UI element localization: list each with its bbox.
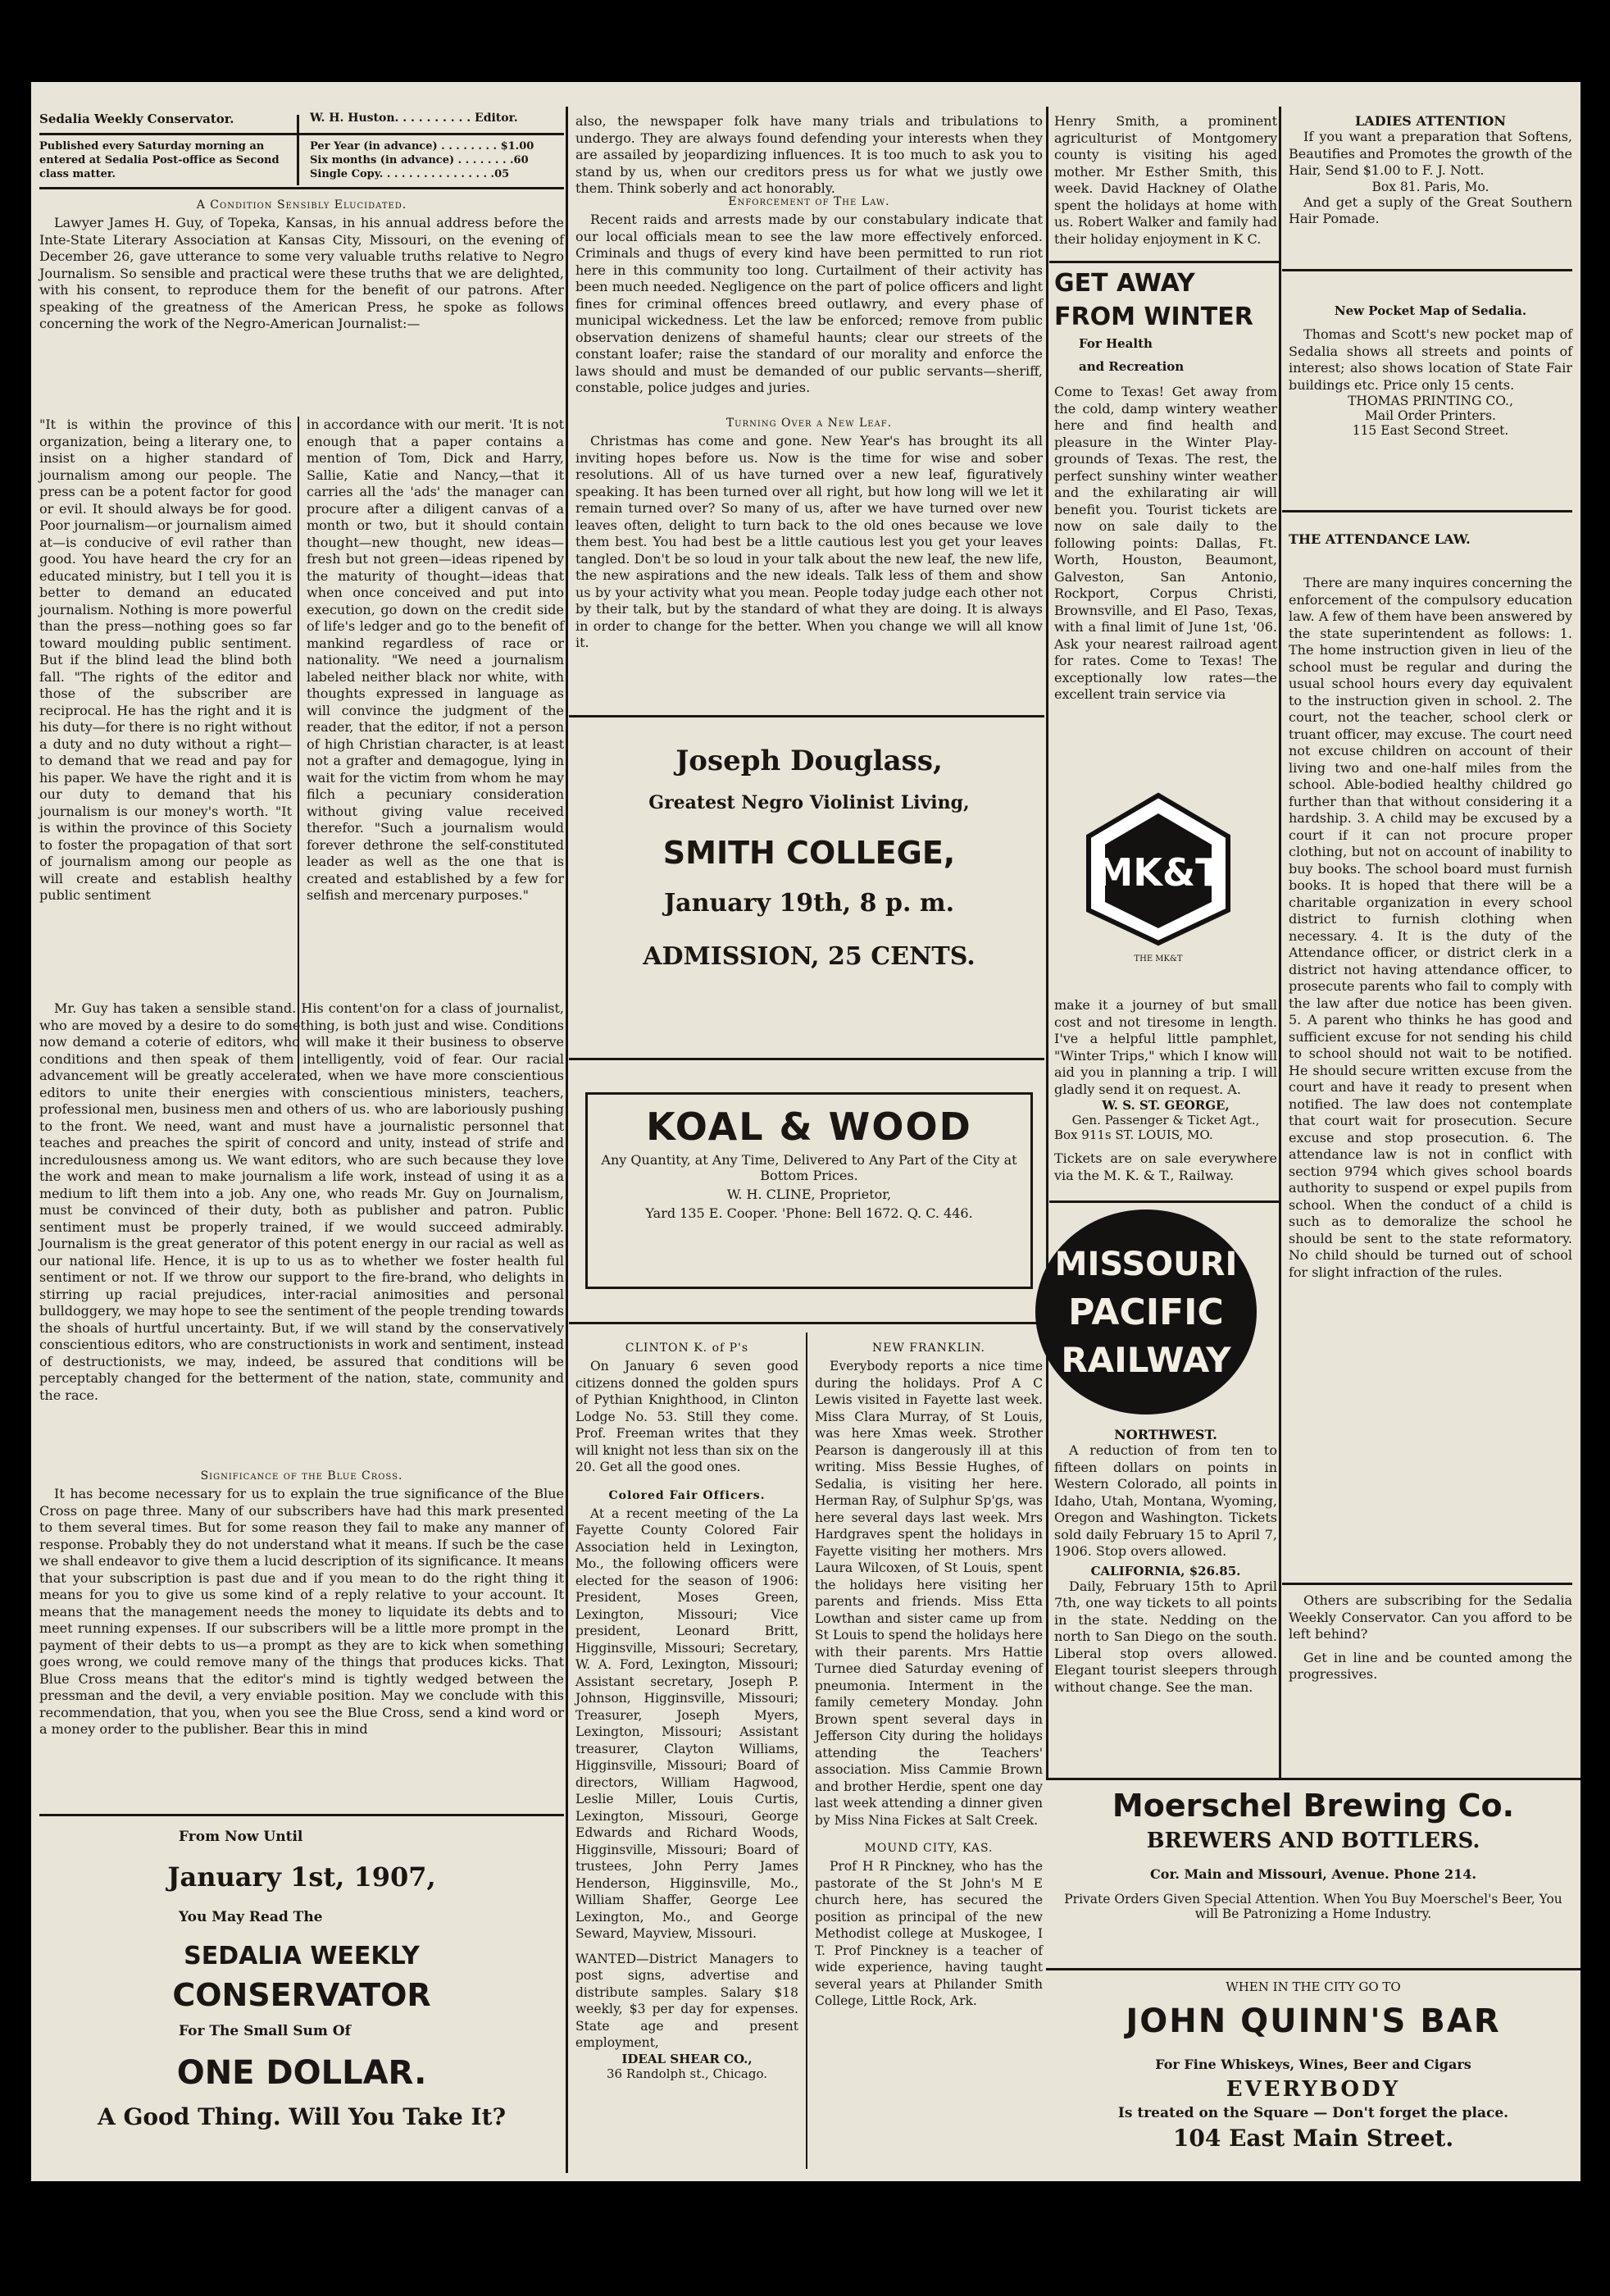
wanted-co: IDEAL SHEAR CO., (621, 2051, 753, 2066)
koal-title: KOAL & WOOD (646, 1105, 972, 1149)
col2-sub-rule (806, 1332, 807, 2169)
brewery-ad (1054, 1788, 1572, 1921)
editor-line: W. H. Huston. . . . . . . . . . Editor. (310, 112, 518, 125)
concert-name: Joseph Douglass, (675, 745, 943, 777)
wanted-ad: WANTED—District Managers to post signs, advertise and distribute samples. Salary $18 weekly, $3 per day for expenses. State age and present employment, (575, 1951, 798, 2050)
ga-sig-2: Gen. Passenger & Ticket Agt., (1071, 1113, 1260, 1128)
mp-california: CALIFORNIA, $26.85. (1090, 1563, 1241, 1578)
brew-addr: Cor. Main and Missouri, Avenue. Phone 214. (1150, 1866, 1476, 1882)
masthead-rule-2 (39, 187, 564, 189)
article-enforcement (575, 190, 1043, 397)
ad-from: From Now Until (179, 1829, 303, 1845)
koal-prop: W. H. CLINE, Proprietor, (726, 1187, 892, 1202)
ladies-box: Box 81. Paris, Mo. (1371, 179, 1489, 194)
text-enforcement: Recent raids and arrests made by our constabulary indicate that our local officials mean to see the law more effectively enforced. Criminals and thugs of every kind have been permitted to run riot here in this community too long. Curtailment of their activity has been much needed. Negligence on the part of police officers and light fines for criminal offences breed outlawry, and every phase of municipal wickedness. Let the law be enforced; remove from public observation denizens of shameful haunts; clear our streets of the constant loafer; raise the standard of our morality and enforce the laws should and must be demanded of our public servants—sheriff, constable, police judges and juries. (575, 212, 1043, 395)
text-mound-city: Prof H R Pinckney, who has the pastorate of the St John's M E church here, has secured the position as principal of the new Methodist college at Muskogee, I T. Prof Pinckney is a teacher of wide experience, having taught several years at Philander Smith College, Little Rock, Ark. (815, 1859, 1043, 2008)
ads-rule (1046, 1778, 1580, 1780)
svg-text:PACIFIC: PACIFIC (1068, 1292, 1224, 1333)
brew-sub: BREWERS AND BOTTLERS. (1146, 1829, 1480, 1853)
others-text: Others are subscribing for the Sedalia Weekly Conservator. Can you afford to be left behind? (1289, 1592, 1572, 1642)
article-head-blue-cross: Significance of the Blue Cross. (200, 1469, 403, 1483)
quinn-addr: 104 East Main Street. (1172, 2125, 1454, 2152)
concert-ad (575, 730, 1043, 971)
mp-text: A reduction of from ten to fifteen dollars on points in Western Colorado, all points in Idaho, Utah, Montana, Wyoming, Oregon and Washington. Tickets sold daily February 15 to April 7, 1906. Stop overs allowed. (1054, 1442, 1277, 1559)
article-body: Mr. Guy has taken a sensible stand. His content'on for a class of journalist, who are moved by a desire to do something, is both just and wise. Conditions now demand a coterie of editors, who will make it their business to observe conditions and then speak of them intelligently, void of fear. Our racial advancement will be greatly accelerated, when we have more conscientious editors to unite their energies with conscientious ministers, teachers, professional men, business men and others of us. who are laboriously pushing to the front. We need, want and must have a journalistic personnel that teaches and preaches the spirit of concord and unity, instead of strife and incredulousness among us. We want editors, who are such because they love the work and mean to make journalism a life work, instead of using it as a medium to lift them into a job. Any one, who reads Mr. Guy on Journalism, must be convinced of their duty, both as publisher and patron. Public sentiment must be properly trained, if we would succeed admirably. Journalism is the great generator of this potent energy in our racial as well as our national life. Hence, it is up to us as to whether we foster health ful sentiment or not. If we throw our support to the fire-brand, who delights in stirring up racial prejudices, inter-racial animosities and personal bulldoggery, we may hope to see the sentiment of the people trending towards the shoals of hurtful uncertainty. But, if we will stand by the conservatively conscientious editors, who are constructionists in work and sentiment, instead of destructionists, we may, indeed, be assured that conditions will be perceptably changed for the betterment of the nation, state, community and the race. (39, 1000, 564, 1403)
text-clinton: On January 6 seven good citizens donned the golden spurs of Pythian Knighthood, in Clinton Lodge No. 53. Still they come. Prof. Freeman writes that they will knight not less than six on the 20. Get all the good ones. (575, 1359, 798, 1474)
brew-line: Private Orders Given Special Attention. When You Buy Moerschel's Beer, You will Be Patronizing a Home Industry. (1064, 1892, 1562, 1921)
mp-head: NORTHWEST. (1114, 1427, 1217, 1442)
masthead-rule (39, 133, 564, 135)
texas-ad-2 (1054, 997, 1277, 1184)
ga-title-2: FROM WINTER (1054, 303, 1253, 331)
quote-left: "It is within the province of this organization, being a literary one, to insist on a higher standard of journalism among our people. The press can be a potent factor for good or evil. It should always be for good. Poor journalism—or journalism aimed at—is conducive of evil rather than good. You have heard the cry for an educated ministry, but I tell you it is better to demand an educated journalism. Nothing is more powerful than the press—nothing goes so far toward moulding public sentiment. But if the blind lead the blind both fall. "The rights of the editor and those of the subscriber are reciprocal. He has the right and it is his duty—for there is no right without a duty and no duty without a right—to demand that we read and pay for his paper. We have the right and it is our duty to demand that his journalism is our money's worth. "It is within the province of this Society to foster the propagation of that sort of journalism among our people as will create and establish healthy public sentiment (39, 417, 292, 903)
map-text: Thomas and Scott's new pocket map of Sedalia shows all streets and points of interest; also shows location of State Fair buildings etc. Price only 15 cents. (1289, 326, 1572, 393)
getline-text: Get in line and be counted among the progressives. (1289, 1649, 1572, 1682)
article-intro: Lawyer James H. Guy, of Topeka, Kansas, in his annual address before the Inte-State Literary Association at Kansas City, Missouri, on the evening of December 26, gave utterance to some very valuable truths relative to Negro Journalism. So sensible and practical were these truths that we are delighted, with his consent, to reproduce them for the benefit of our patrons. After speaking of the greatness of the American Press, he spoke as follows concerning the work of the Negro-American Journalist:— (39, 215, 564, 331)
col2b (815, 1337, 1043, 2010)
ga-sub-1: For Health (1079, 336, 1153, 351)
ga-sig-1: W. S. ST. GEORGE, (1102, 1098, 1230, 1113)
col3-rule-1 (1049, 261, 1279, 263)
quinn-every: EVERYBODY (1226, 2077, 1401, 2102)
masthead-divider (297, 115, 299, 185)
koal-yard: Yard 135 E. Cooper. 'Phone: Bell 1672. Q. C. 446. (645, 1205, 973, 1221)
col3-rule-2 (1049, 1200, 1279, 1203)
ad-date: January 1st, 1907, (167, 1861, 436, 1893)
paper-name: Sedalia Weekly Conservator. (39, 112, 234, 126)
col2-rule-3 (569, 1322, 1044, 1324)
rate-single: Single Copy. . . . . . . . . . . . . . . .05 (310, 168, 510, 180)
ga-title-1: GET AWAY (1054, 269, 1195, 298)
texas-ad (1054, 269, 1277, 704)
att-head: THE ATTENDANCE LAW. (1289, 531, 1471, 547)
ga-sub-2: and Recreation (1079, 359, 1185, 374)
col2a (575, 1337, 798, 2081)
ad-paper-1: SEDALIA WEEKLY (184, 1942, 420, 1970)
column-rule-3 (1279, 107, 1281, 1779)
quote-right: in accordance with our merit. 'It is not enough that a paper contains a mention of Tom, Dick and Harry, Sallie, Katie and Nancy,—that it carries all the 'ads' the manager can procure after a diligent canvas of a month or two, but it should contain thought—new thought, new ideas—fresh but not green—ideas ripened by the maturity of thought—ideas that when once conceived and put into execution, go down on the credit side of life's ledger and go to the benefit of mankind regardless of race or nationality. "We need a journalism labeled neither black nor white, with thoughts expressed in language as will convince the judgment of the reader, that the editor, if not a person of high Christian character, is at least not a grafter and demagogue, lying in wait for the victim from whom he may filch a pecuniary consideration without giving value received therefor. "Such a journalism would forever dethrone the self-constituted leader as well as the one that is created and established by a few for selfish and mercenary purposes." (307, 417, 564, 903)
ad-price: ONE DOLLAR. (176, 2054, 427, 2092)
mkt-logo (1072, 787, 1244, 951)
ad-sum: For The Small Sum Of (179, 2023, 351, 2039)
ad-tag: A Good Thing. Will You Take It? (98, 2103, 506, 2130)
brew-title: Moerschel Brewing Co. (1112, 1788, 1515, 1824)
quinn-title: JOHN QUINN'S BAR (1126, 2002, 1501, 2040)
ga-text: Come to Texas! Get away from the cold, damp wintery weather here and find health and pleasure in the Winter Play-grounds of Texas. The rest, the perfect sunshiny winter weather and the exhilarating air will benefit you. Tourist tickets are now on sale daily to the following points: Dallas, Ft. Worth, Houston, Beaumont, Galveston, San Antonio, Rockport, Corpus Christi, Brownsville, and El Paso, Texas, with a final limit of June 1st, '06. Ask your nearest railroad agent for rates. Come to Texas! The exceptionally low rates—the excellent train service via (1054, 384, 1277, 702)
quote-divider (298, 417, 299, 1081)
ladies-head: LADIES ATTENTION (1355, 113, 1506, 129)
head-clinton: CLINTON K. of P's (625, 1342, 749, 1355)
svg-text:MK&T: MK&T (1095, 850, 1221, 895)
svg-text:MISSOURI: MISSOURI (1054, 1246, 1238, 1283)
article-journalism (39, 194, 564, 333)
ga-after: make it a journey of but small cost and not tiresome in length. I've a helpful little pamphlet, "Winter Trips," which I know will aid you in planning a trip. I will gladly send it on request. A. (1054, 997, 1277, 1097)
col2-top: also, the newspaper folk have many trials and tribulations to undergo. They are always found defending your interests when they are assailed by jeopardizing influences. It is too much to ask you to stand by us, when our creditors press us for what we justly owe them. Think soberly and act honorably. (575, 113, 1043, 196)
column-rule-2 (1046, 107, 1048, 1779)
publication-note: Published every Saturday morning an entered at Sedalia Post-office as Second class matter. (39, 140, 280, 180)
col4-rule-1 (1282, 269, 1572, 271)
text-new-franklin: Everybody reports a nice time during the holidays. Prof A C Lewis visited in Fayette last week. Miss Clara Murray, of St Louis, was here Xmas week. Strother Pearson is dangerously ill at this writing. Miss Bessie Hughes, of Sedalia, is visiting her here. Herman Ray, of Sulphur Sp'gs, was here several days last week. Mrs Hardgraves spent the holidays in Fayette visiting her mothers. Mrs Laura Wilcoxen, of St Louis, spent the holidays here visiting her parents and friends. Miss Etta Lowthan and sister came up from St Louis to spend the holidays here with their parents. Mrs Hattie Turnee died Saturday evening of pneumonia. Interment in the family cemetery Monday. John Brown spent several days in Jefferson City during the holidays attending the Teachers' association. Miss Cammie Brown and brother Herdie, spent one day last week attending a dinner given by Miss Nina Fickes at Salt Creek. (815, 1359, 1043, 1828)
map-head: New Pocket Map of Sedalia. (1334, 303, 1527, 318)
koal-ad (585, 1092, 1033, 1289)
attendance-law (1289, 531, 1572, 1281)
col3-top: Henry Smith, a prominent agriculturist of Montgomery county is visiting his aged mother. Mr Esther Smith, this week. David Hackney of Olathe spent the holidays at home with us. Robert Walker and family had their holiday enjoyment in K C. (1054, 113, 1277, 247)
ladies-ad (1289, 113, 1572, 228)
ladies-end: And get a suply of the Great Southern Hair Pomade. (1289, 194, 1572, 226)
wanted-addr: 36 Randolph st., Chicago. (606, 2066, 767, 2081)
head-new-franklin: NEW FRANKLIN. (871, 1342, 985, 1355)
col4-rule-3 (1282, 1583, 1572, 1585)
quinn-ad (1054, 1979, 1572, 2152)
quinn-treat: Is treated on the Square — Don't forget the place. (1117, 2105, 1509, 2121)
ga-sig-3: Box 911s ST. LOUIS, MO. (1054, 1128, 1213, 1142)
ladies-text: If you want a preparation that Softens, Beautifies and Promotes the growth of the Hair, Send $1.00 to F. J. Nott. (1289, 129, 1572, 178)
map-co-2: Mail Order Printers. (1365, 408, 1496, 423)
att-text: There are many inquires concerning the enforcement of the compulsory education law. A few of them have been answered by the state superintendent as follows: 1. The home instruction given in lieu of the school must be regular and during the usual school hours every day equivalent to the instruction given in school. 2. The court, not the teacher, school clerk or truant officer, may excuse. The court need not excuse children on account of their living two and one-half miles from the school. Able-bodied healthy childred go further than that without considering it a hardship. 3. A child may be excused by a court if it can not procure proper clothing, but not on account of inability to buy books. The school board must furnish books. It is hoped that there will be a charitable organization in every school district to furnish clothing when necessary. 4. It is the duty of the Attendance officer, or district clerk in a district not having attendance officer, to prosecute parents who fail to comply with the law after due notice has been given. 5. A parent who thinks he has good and sufficient excuse for not sending his child to school should not wait to be notified. He should secure written excuse from the court and have it ready to present when notified. The law does not contemplate that court wait for prosecution. Secure excuse and stop prosecution. 6. The attendance law is not in conflict with section 9794 which gives school boards authority to suspend or expel pupils from school. When the conduct of a child is such as to demoralize the school he should be sent to the state reformatory. No child should be turned out of school for slight infraction of the rules. (1289, 575, 1572, 1280)
col4-rule-2 (1282, 510, 1572, 512)
column-rule-1 (566, 107, 568, 2173)
ads-rule-2 (1046, 1968, 1580, 1970)
head-mound-city: MOUND CITY, KAS. (864, 1842, 994, 1855)
quinn-when: WHEN IN THE CITY GO TO (1226, 1979, 1401, 1994)
subscription-ad (39, 1829, 564, 2173)
subscription-rates (310, 139, 564, 181)
map-co: THOMAS PRINTING CO., (1348, 394, 1513, 408)
text-fair: At a recent meeting of the La Fayette County Colored Fair Association held in Lexington, Mo., the following officers were elected for the season of 1906: President, Moses Green, Lexington, Missouri; Vice president, Leonard Britt, Higginsville, Missouri; Secretary, W. A. Ford, Lexington, Missouri; Assistant secretary, Joseph P. Johnson, Higginsville, Missouri; Treasurer, Joseph Myers, Lexington, Missouri; Assistant treasurer, Clayton Williams, Higginsville, Missouri; Board of directors, William Hagwood, Leslie Miller, Louis Curtis, Lexington, Missouri, George Edwards and Richard Woods, Higginsville, Missouri; Board of trustees, John Perry James Henderson, Higginsville, Mo., William Shaffer, George Lee Lexington, Mo., and George Seward, Mayview, Missouri. (575, 1506, 798, 1941)
ga-foot: Tickets are on sale everywhere via the M. K. & T., Railway. (1054, 1150, 1277, 1183)
head-enforcement: Enforcement of The Law. (728, 195, 890, 208)
ad-paper-2: CONSERVATOR (172, 1977, 431, 2013)
missouri-pacific-logo (1035, 1210, 1257, 1414)
subscribe-notes (1289, 1592, 1572, 1683)
article-blue-cross (39, 1465, 564, 1738)
col2-rule-2 (569, 1058, 1044, 1060)
mkt-logo-text: THE MK&T (1134, 954, 1183, 963)
svg-text:RAILWAY: RAILWAY (1061, 1340, 1231, 1380)
map-ad (1289, 303, 1572, 438)
concert-place: SMITH COLLEGE, (662, 835, 956, 871)
ad-read: You May Read The (179, 1909, 323, 1925)
article-head-condition: A Condition Sensibly Elucidated. (196, 198, 407, 212)
col2-rule-1 (569, 715, 1044, 718)
rate-year: Per Year (in advance) . . . . . . . . $1.00 (310, 140, 534, 153)
text-new-leaf: Christmas has come and gone. New Year's has brought its all inviting hopes before us. Now is the time for wise and sober resolutions. All of us have turned over a new leaf, figuratively speaking. It has been turned over all right, but how long will we let it remain turned over? So many of us, after we have turned over new leaves often, delight to turn back to the old ones because we love them best. You had best be a little cautious lest you get your leaves tangled. Don't be so loud in your talk about the new leaf, the new life, the new aspirations and the new ideals. Talk less of them and show us by your activity what you mean. People today judge each other not by their talk, but by the standard of what they are doing. It is always in order to change for the better. When you change we will all know it. (575, 433, 1043, 650)
blue-cross-text: It has become necessary for us to explain the true significance of the Blue Cross on page three. Many of our subscribers have had this mark presented to them several times. But for some reason they fail to make any manner of response. Probably they do not understand what it means. If such be the case we shall endeavor to give them a lucid description of its significance. It means that your subscription is past due and if you mean to do the right thing it means for you to give us some kind of a reply relative to your account. It means that the management needs the money to liquidate its debts and to meet running expenses. If our subscribers will be a little more prompt in the payment of their debts to us—a prompt as they are to kick when something goes wrong, we could remove many of the things that produces kicks. That Blue Cross means that the editor's mind is tightly wedged between the pressman and the devil, a very enviable position. May we conclude with this recommendation, that you, when you see the Blue Cross, send a kind word or a money order to the publisher. Bear this in mind (39, 1486, 564, 1737)
mp-text-2: Daily, February 15th to April 7th, one way tickets to all points in the state. Nedding on the north to San Diego on the south. Liberal stop overs allowed. Elegant tourist sleepers through without change. See the man. (1054, 1578, 1277, 1695)
newspaper-page (31, 82, 1580, 2181)
mp-ad (1054, 1427, 1277, 1696)
quinn-line: For Fine Whiskeys, Wines, Beer and Cigars (1155, 2057, 1471, 2072)
concert-sub: Greatest Negro Violinist Living, (648, 792, 970, 813)
head-new-leaf: Turning Over a New Leaf. (725, 417, 893, 430)
map-addr: 115 East Second Street. (1352, 423, 1509, 438)
article-new-leaf (575, 412, 1043, 652)
koal-line: Any Quantity, at Any Time, Delivered to Any Part of the City at Bottom Prices. (601, 1152, 1017, 1183)
concert-date: January 19th, 8 p. m. (663, 889, 955, 918)
rate-six-months: Six months (in advance) . . . . . . . .60 (310, 154, 529, 166)
head-fair: Colored Fair Officers. (608, 1488, 766, 1502)
col1-rule (39, 1814, 564, 1816)
concert-admission: ADMISSION, 25 CENTS. (643, 942, 976, 971)
